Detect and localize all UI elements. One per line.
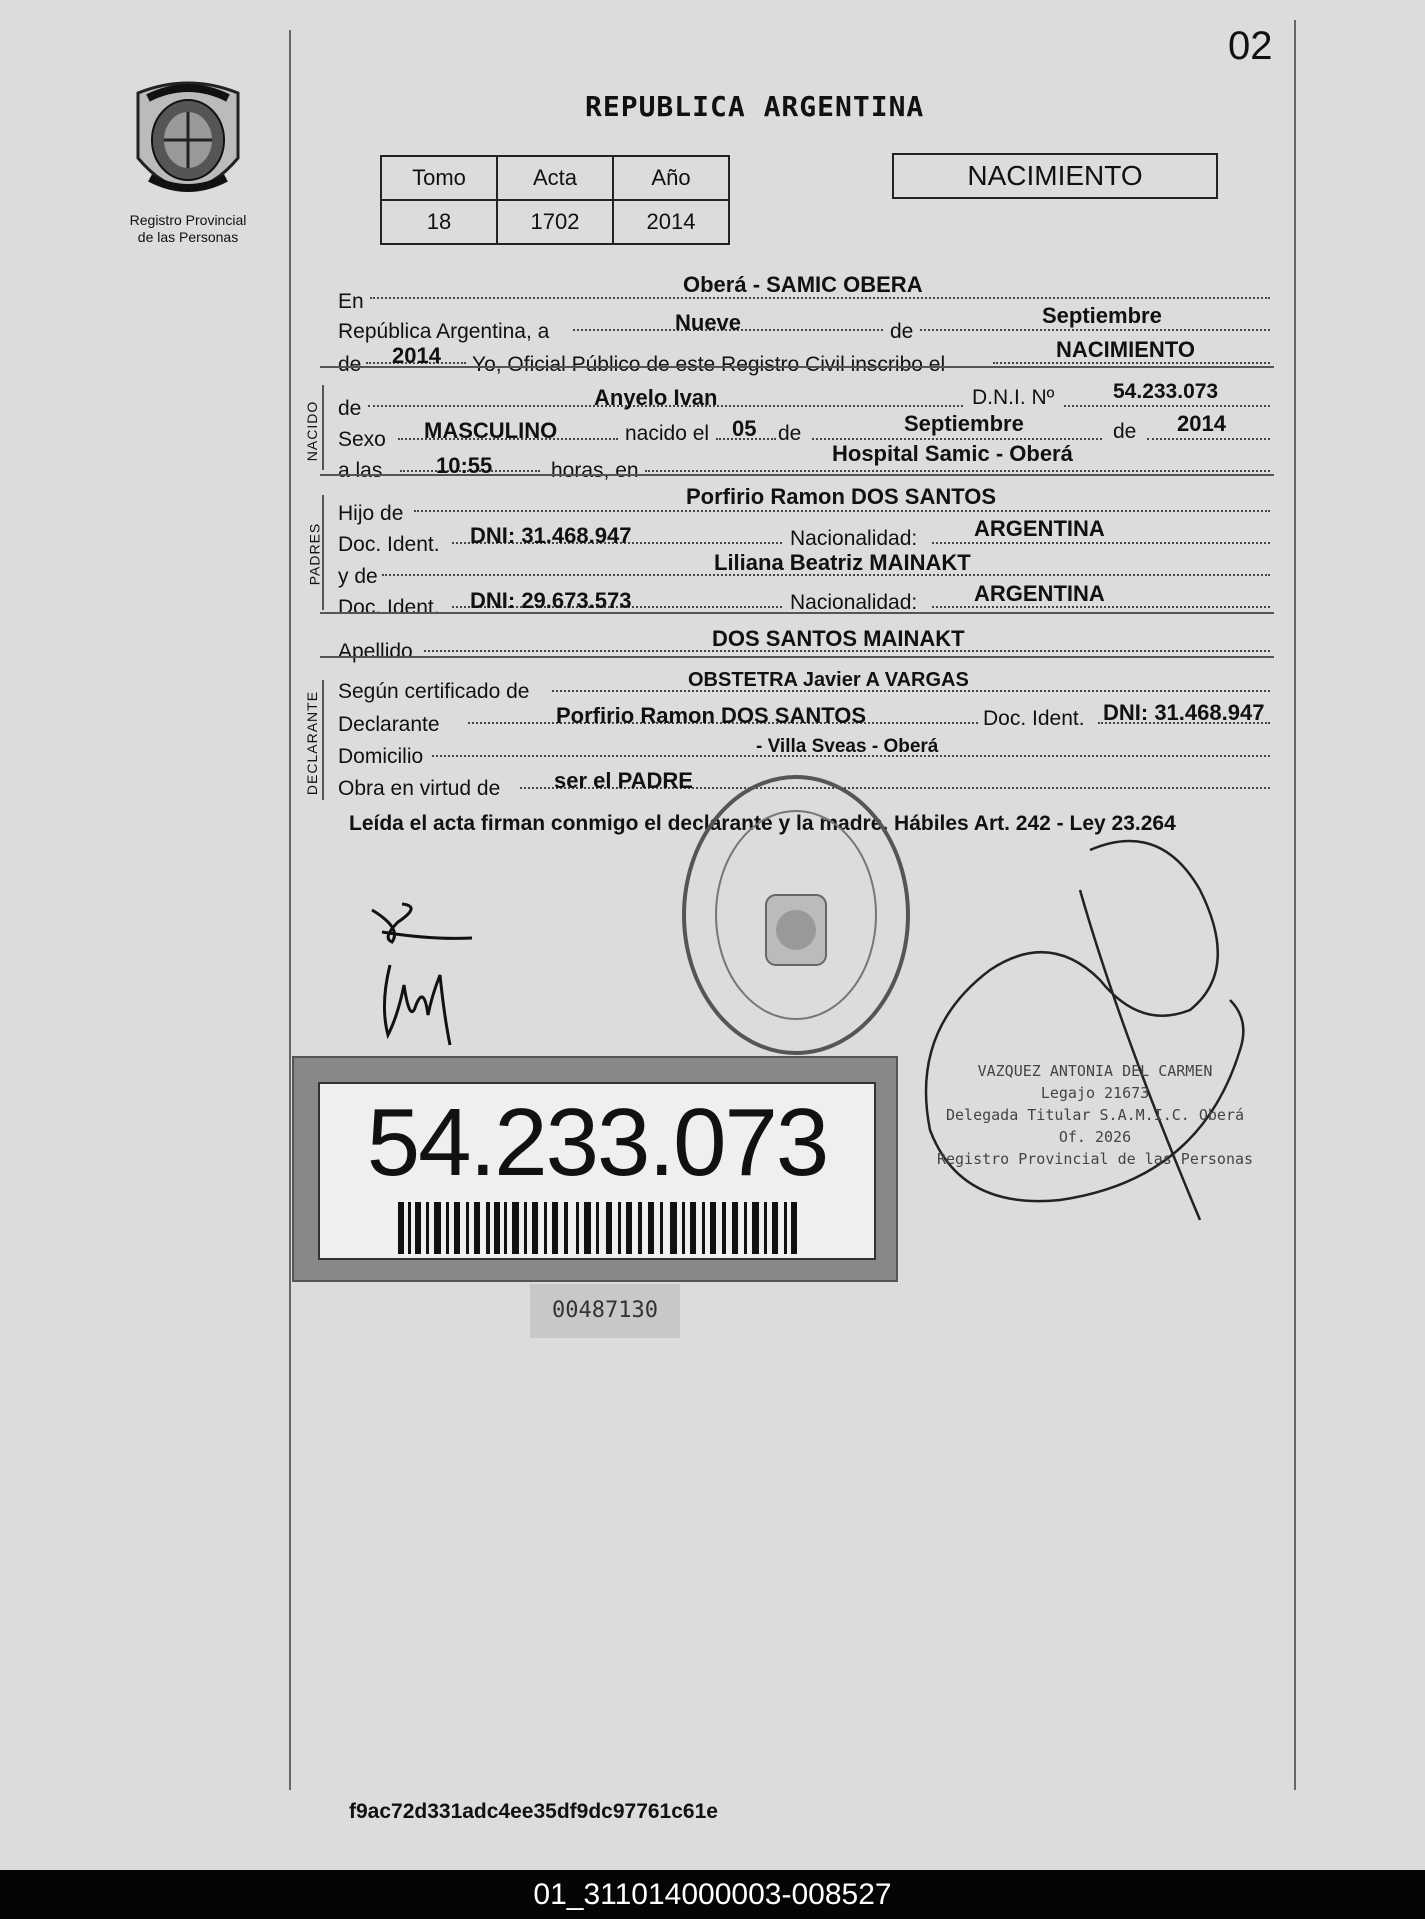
value-mes-inscripcion: Septiembre (1042, 303, 1162, 328)
value-tipo: NACIMIENTO (1056, 337, 1195, 362)
value-madre-nac: ARGENTINA (974, 581, 1105, 606)
label-domicilio: Domicilio (338, 745, 424, 768)
value-padre-doc: DNI: 31.468.947 (470, 523, 632, 548)
label-y-de: y de (338, 565, 378, 588)
value-mes-nac: Septiembre (904, 411, 1024, 436)
label-declarante: Declarante (338, 713, 440, 736)
label-en: En (338, 290, 364, 313)
label-yo: Yo, Oficial Público de este Registro Civil inscribo el (472, 353, 946, 376)
label-nacido-el: nacido el (625, 422, 710, 445)
value-nombre: Anyelo Ivan (594, 385, 718, 410)
section-nacido: NACIDO (304, 400, 321, 462)
dotted-line (932, 542, 1270, 544)
acta-value: 1702 (497, 200, 613, 244)
section-divider (320, 612, 1274, 614)
value-anio-inscripcion: 2014 (392, 343, 441, 368)
act-type-box: NACIMIENTO (892, 153, 1218, 199)
section-divider (320, 366, 1274, 368)
anio-value: 2014 (613, 200, 729, 244)
file-name-footer: 01_311014000003-008527 (0, 1870, 1425, 1919)
barcode-label (292, 1056, 898, 1282)
value-certificado: OBSTETRA Javier A VARGAS (688, 669, 969, 691)
label-nacionalidad-2: Nacionalidad: (790, 591, 918, 614)
acta-header: Acta (497, 156, 613, 200)
registry-table (380, 155, 730, 245)
dotted-line (414, 510, 1270, 512)
value-anio-nac: 2014 (1177, 411, 1226, 436)
dotted-line (1064, 405, 1270, 407)
value-madre-doc: DNI: 29.673.573 (470, 588, 632, 613)
label-doc-ident-1: Doc. Ident. (338, 533, 440, 556)
section-bracket (322, 385, 324, 470)
dotted-line (920, 329, 1270, 331)
value-dni: 54.233.073 (1113, 380, 1219, 403)
value-lugar: Oberá - SAMIC OBERA (683, 272, 923, 297)
anio-header: Año (613, 156, 729, 200)
label-sexo: Sexo (338, 428, 386, 451)
value-lugar-nac: Hospital Samic - Oberá (832, 441, 1073, 466)
value-declarante: Porfirio Ramon DOS SANTOS (556, 703, 867, 728)
label-nacionalidad-1: Nacionalidad: (790, 527, 918, 550)
signature-official-icon (900, 830, 1310, 1250)
label-de-name: de (338, 397, 362, 420)
left-margin-line (289, 30, 291, 1790)
value-dia-nac: 05 (732, 416, 757, 441)
label-a-las: a las (338, 459, 383, 482)
closing-statement: Leída el acta firman conmigo el declarante y la madre. Hábiles Art. 242 - Ley 23.264 (349, 812, 1176, 835)
label-obra: Obra en virtud de (338, 777, 501, 800)
label-de-month: de (890, 320, 914, 343)
logo-caption: Registro Provincial de las Personas (129, 212, 247, 245)
document-hash: f9ac72d331adc4ee35df9dc97761c61e (349, 1800, 718, 1823)
label-dni: D.N.I. Nº (972, 386, 1055, 409)
dotted-line (812, 438, 1102, 440)
value-declarante-doc: DNI: 31.468.947 (1103, 700, 1265, 725)
tomo-value: 18 (381, 200, 497, 244)
label-de-b2: de (1113, 420, 1137, 443)
value-sexo: MASCULINO (424, 418, 558, 443)
signature-mark-icon (362, 898, 482, 948)
section-padres: PADRES (306, 522, 323, 586)
label-hijo-de: Hijo de (338, 502, 404, 525)
section-divider (320, 656, 1274, 658)
section-bracket (322, 495, 324, 610)
label-doc-ident-2: Doc. Ident. (338, 596, 440, 619)
provincia-misiones-seal-icon (128, 78, 248, 208)
value-obra: ser el PADRE (554, 768, 693, 793)
serial-number: 00487130 (530, 1284, 680, 1338)
label-de: de (338, 353, 362, 376)
value-hora: 10:55 (436, 453, 493, 478)
barcode-number: 54.233.073 (366, 1089, 828, 1196)
official-stamp-text: VAZQUEZ ANTONIA DEL CARMEN Legajo 21673 Delegada Titular S.A.M.I.C. Oberá Of. 2026 Registro Provincial de las Personas (936, 1062, 1254, 1168)
registry-stamp-icon (676, 770, 916, 1060)
dotted-line (645, 470, 1270, 472)
label-republica: República Argentina, a (338, 320, 550, 343)
label-horas-en: horas, en (551, 459, 639, 482)
dotted-line (1147, 438, 1270, 440)
page-number: 02 (1228, 24, 1273, 68)
value-madre: Liliana Beatriz MAINAKT (714, 550, 971, 575)
label-de-b1: de (778, 422, 802, 445)
section-declarante: DECLARANTE (304, 690, 321, 796)
document-title: REPUBLICA ARGENTINA (585, 90, 925, 123)
value-apellido: DOS SANTOS MAINAKT (712, 626, 965, 651)
label-segun: Según certificado de (338, 680, 530, 703)
section-bracket (322, 680, 324, 800)
value-padre-nac: ARGENTINA (974, 516, 1105, 541)
label-doc-ident-3: Doc. Ident. (983, 707, 1085, 730)
label-apellido: Apellido (338, 640, 413, 663)
value-domicilio: - Villa Sveas - Oberá (756, 736, 939, 757)
value-padre: Porfirio Ramon DOS SANTOS (686, 484, 997, 509)
value-dia-inscripcion: Nueve (675, 310, 742, 335)
section-divider (320, 474, 1274, 476)
barcode-icon (398, 1202, 798, 1254)
tomo-header: Tomo (381, 156, 497, 200)
barcode-inner (318, 1082, 876, 1260)
signature-mother-icon (370, 955, 470, 1050)
